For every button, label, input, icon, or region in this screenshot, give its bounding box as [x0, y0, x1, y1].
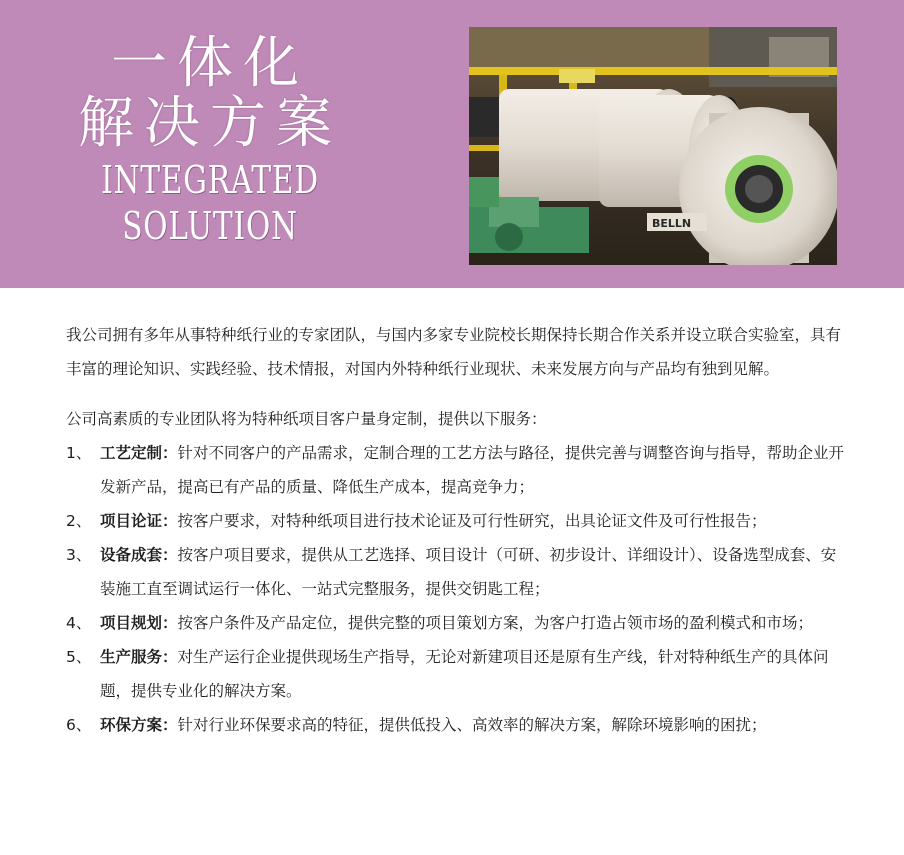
paper-mill-photo	[469, 27, 837, 265]
service-item-4	[66, 606, 846, 640]
company-intro-paragraph: 我公司拥有多年从事特种纸行业的专家团队，与国内多家专业院校长期保持长期合作关系并设立联合实验室，具有丰富的理论知识、实践经验、技术情报，对国内外特种纸行业现状、未来发展方向与产品均有独到见解。	[66, 326, 842, 378]
paper-mill-illustration	[469, 27, 837, 265]
service-item-2	[66, 504, 846, 538]
service-term: 项目论证：	[100, 512, 178, 530]
service-number: 3、	[66, 546, 92, 564]
service-description: 按客户条件及产品定位，提供完整的项目策划方案，为客户打造占领市场的盈利模式和市场；	[177, 614, 814, 632]
title-chinese-line1: 一体化	[111, 31, 309, 96]
service-number: 4、	[66, 614, 92, 632]
service-description: 针对不同客户的产品需求，定制合理的工艺方法与路径，提供完善与调整咨询与指导，帮助企业开发新产品，提高已有产品的质量、降低生产成本，提高竞争力；	[100, 444, 845, 496]
service-term: 工艺定制：	[100, 444, 178, 462]
service-number: 1、	[66, 444, 92, 462]
title-english-line2: SOLUTION	[122, 204, 298, 248]
service-term: 生产服务：	[100, 648, 178, 666]
service-item-5	[66, 640, 846, 708]
title-english-line1: INTEGRATED	[101, 158, 319, 202]
service-item-1	[66, 436, 846, 504]
service-term: 环保方案：	[100, 716, 178, 734]
machine-label: BELLN	[652, 217, 692, 230]
service-description: 对生产运行企业提供现场生产指导，无论对新建项目还是原有生产线，针对特种纸生产的具体问题，提供专业化的解决方案。	[100, 648, 829, 700]
service-term: 设备成套：	[100, 546, 178, 564]
title-chinese-line2: 解决方案	[78, 91, 342, 156]
content-body	[66, 318, 846, 742]
service-item-3	[66, 538, 846, 606]
service-description: 针对行业环保要求高的特征，提供低投入、高效率的解决方案，解除环境影响的困扰；	[177, 716, 767, 734]
service-number: 6、	[66, 716, 92, 734]
service-item-6	[66, 708, 846, 742]
service-number: 2、	[66, 512, 92, 530]
services-intro: 公司高素质的专业团队将为特种纸项目客户量身定制，提供以下服务：	[66, 410, 547, 428]
service-number: 5、	[66, 648, 92, 666]
service-description: 按客户要求，对特种纸项目进行技术论证及可行性研究，出具论证文件及可行性报告；	[177, 512, 767, 530]
service-description: 按客户项目要求，提供从工艺选择、项目设计（可研、初步设计、详细设计）、设备选型成套、安装施工直至调试运行一体化、一站式完整服务，提供交钥匙工程；	[100, 546, 837, 598]
service-term: 项目规划：	[100, 614, 178, 632]
header-banner	[0, 0, 904, 288]
